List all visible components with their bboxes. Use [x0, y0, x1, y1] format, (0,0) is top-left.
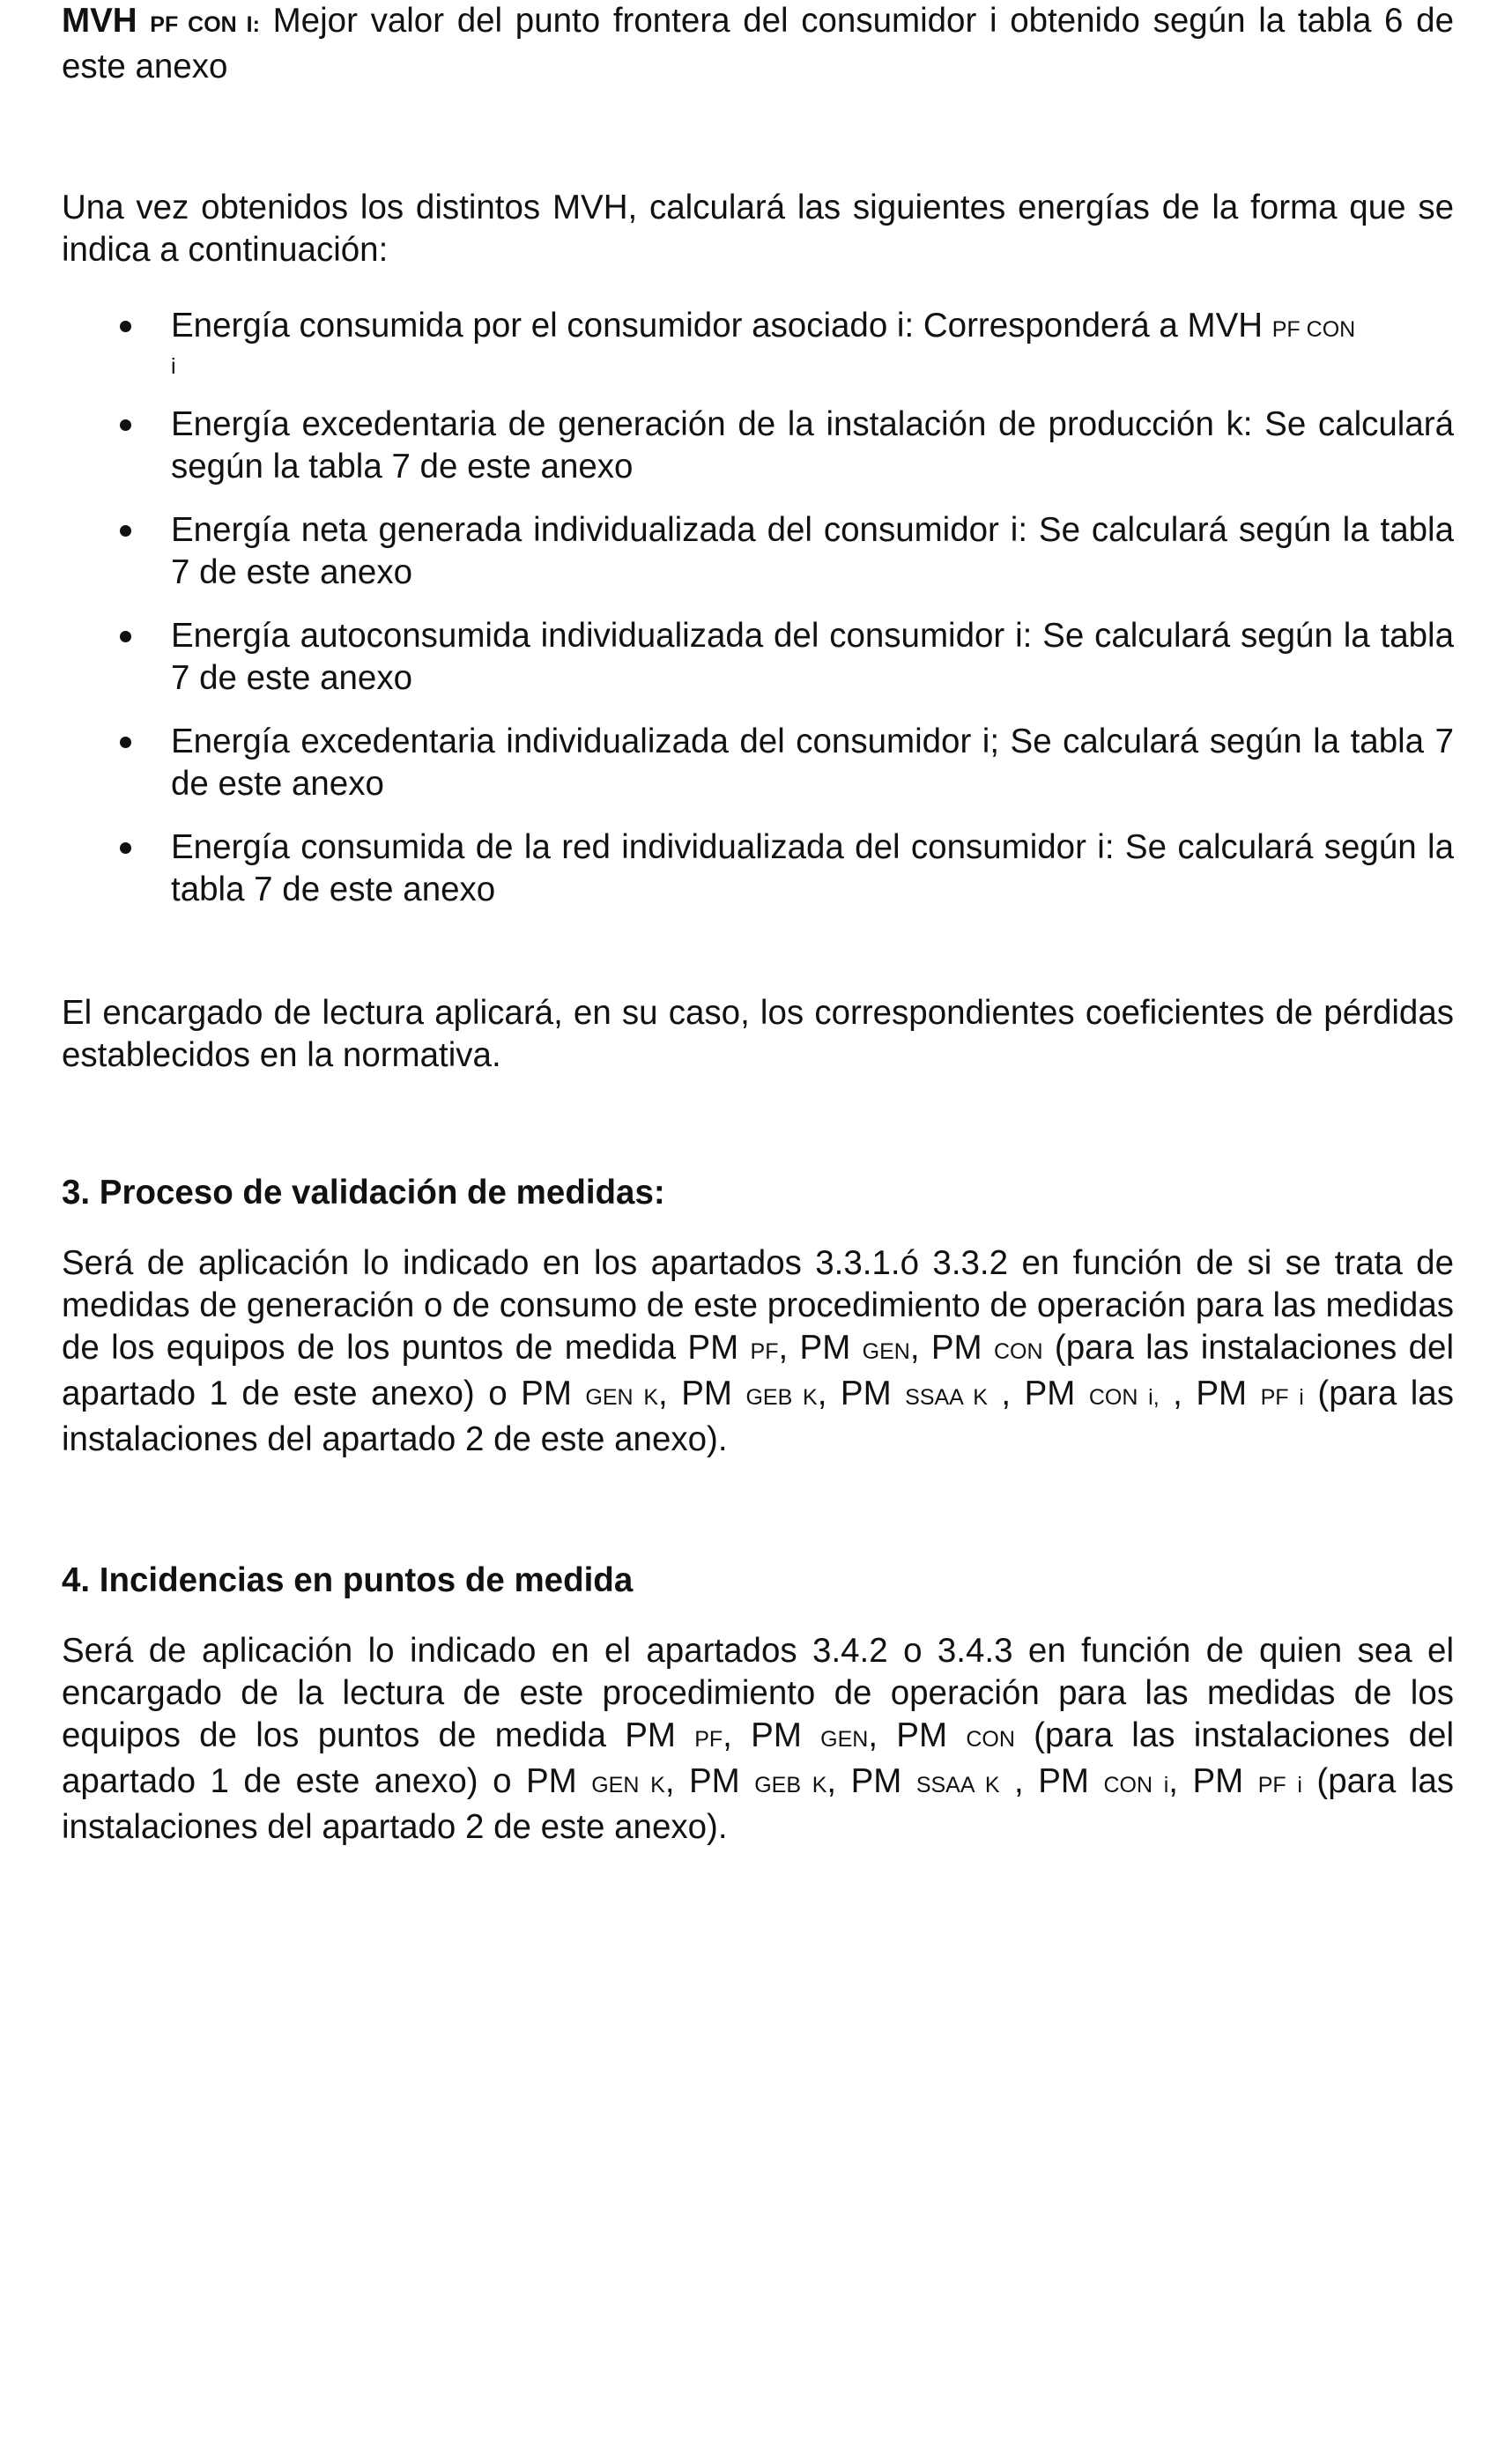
section-4-text: (para las instalaciones del apartado 2 de este anexo). [62, 1762, 1454, 1846]
subscript: SSAA K [905, 1385, 988, 1410]
mvh-subscript: PF CON I: [150, 12, 260, 37]
section-4-paragraph [62, 1630, 1454, 1849]
section-3-text: , PM [817, 1375, 906, 1412]
section-3-text: Será de aplicación lo indicado en los apartados 3.3.1.ó 3.3.2 en función de si se trata de medidas de generación o de consumo de este procedimiento de operación para las medidas de los equipos de los puntos de medida PM [62, 1244, 1454, 1367]
bullet-icon [120, 525, 131, 537]
mvh-definition-text: Mejor valor del punto frontera del consumidor i obtenido según la tabla 6 de este anexo [62, 2, 1454, 85]
subscript: SSAA K [915, 1773, 1000, 1797]
list-item [62, 509, 1454, 594]
mvh-label: MVH [62, 2, 137, 40]
list-item [62, 404, 1454, 488]
subscript: GEN K [585, 1385, 658, 1410]
subscript: CON [966, 1727, 1015, 1752]
subscript: GEN K [591, 1773, 665, 1797]
section-3-text: , PM [658, 1375, 746, 1412]
bullet-icon [120, 419, 131, 431]
bullet-icon [120, 631, 131, 642]
section-3-text: , PM [1159, 1375, 1261, 1412]
subscript: PF i [1257, 1773, 1302, 1797]
bullet-3-text: Energía neta generada individualizada del consumidor i: Se calculará según la tabla 7 de este anexo [171, 511, 1454, 591]
list-item [62, 826, 1454, 911]
bullet-4-text: Energía autoconsumida individualizada del consumidor i: Se calculará según la tabla 7 de este anexo [171, 617, 1454, 697]
section-3-text: , PM [987, 1375, 1089, 1412]
list-item [62, 721, 1454, 805]
subscript: PF i [1260, 1385, 1304, 1410]
section-3-heading: 3. Proceso de validación de medidas: [62, 1174, 665, 1212]
subscript: CON i, [1088, 1385, 1160, 1410]
bullet-1-subscript: PF CON [1271, 317, 1356, 342]
section-4-text: , PM [826, 1762, 916, 1800]
bullet-1-text: Energía consumida por el consumidor asociado i: Corresponderá a MVH [171, 307, 1272, 345]
bullet-6-text: Energía consumida de la red individualizada del consumidor i: Se calculará según la tabla 7 de este anexo [171, 828, 1454, 908]
list-item [62, 615, 1454, 700]
bullet-icon [120, 321, 131, 332]
section-4-text: , PM [664, 1762, 755, 1800]
bullet-text [171, 305, 1454, 382]
losses-paragraph: El encargado de lectura aplicará, en su caso, los correspondientes coeficientes de pérdidas establecidos en la normativa. [62, 994, 1454, 1074]
section-3-text: (para las instalaciones del apartado 1 de este anexo) o PM [62, 1329, 1454, 1412]
section-3-text: (para las instalaciones del apartado 2 de este anexo). [62, 1375, 1454, 1458]
subscript: PF [750, 1339, 779, 1364]
section-4-text: (para las instalaciones del apartado 1 de este anexo) o PM [62, 1716, 1455, 1800]
subscript: CON i [1103, 1773, 1169, 1797]
bullet-icon [120, 737, 131, 748]
energy-bullet-list [62, 305, 1454, 932]
bullet-5-text: Energía excedentaria individualizada del consumidor i; Se calculará según la tabla 7 de este anexo [171, 723, 1454, 803]
bullet-2-text: Energía excedentaria de generación de la instalación de producción k: Se calculará según la tabla 7 de este anexo [171, 405, 1454, 485]
section-3-paragraph [62, 1242, 1454, 1461]
subscript: CON [993, 1339, 1043, 1364]
section-4-heading: 4. Incidencias en puntos de medida [62, 1561, 634, 1599]
bullet-icon [120, 842, 131, 854]
bullet-1-subscript-continued: i [171, 354, 176, 379]
mvh-definition [62, 0, 1454, 88]
subscript: GEB K [754, 1773, 827, 1797]
section-3-text: , PM [909, 1329, 994, 1367]
section-4-text: , PM [723, 1716, 821, 1754]
subscript: GEB K [745, 1385, 818, 1410]
list-item [62, 305, 1454, 382]
subscript: PF [694, 1727, 723, 1752]
section-4-text: Será de aplicación lo indicado en el apartados 3.4.2 o 3.4.3 en función de quien sea el encargado de la lectura de este procedimiento de operación para las medidas de los equipos de los puntos de medida PM [62, 1632, 1454, 1754]
section-4-text: , PM [868, 1716, 967, 1754]
section-3-text: , PM [778, 1329, 863, 1367]
intro-paragraph: Una vez obtenidos los distintos MVH, calculará las siguientes energías de la forma que se indica a continuación: [62, 189, 1454, 269]
subscript: GEN [862, 1339, 910, 1364]
section-4-text: , PM [999, 1762, 1104, 1800]
section-4-text: , PM [1168, 1762, 1258, 1800]
subscript: GEN [820, 1727, 869, 1752]
